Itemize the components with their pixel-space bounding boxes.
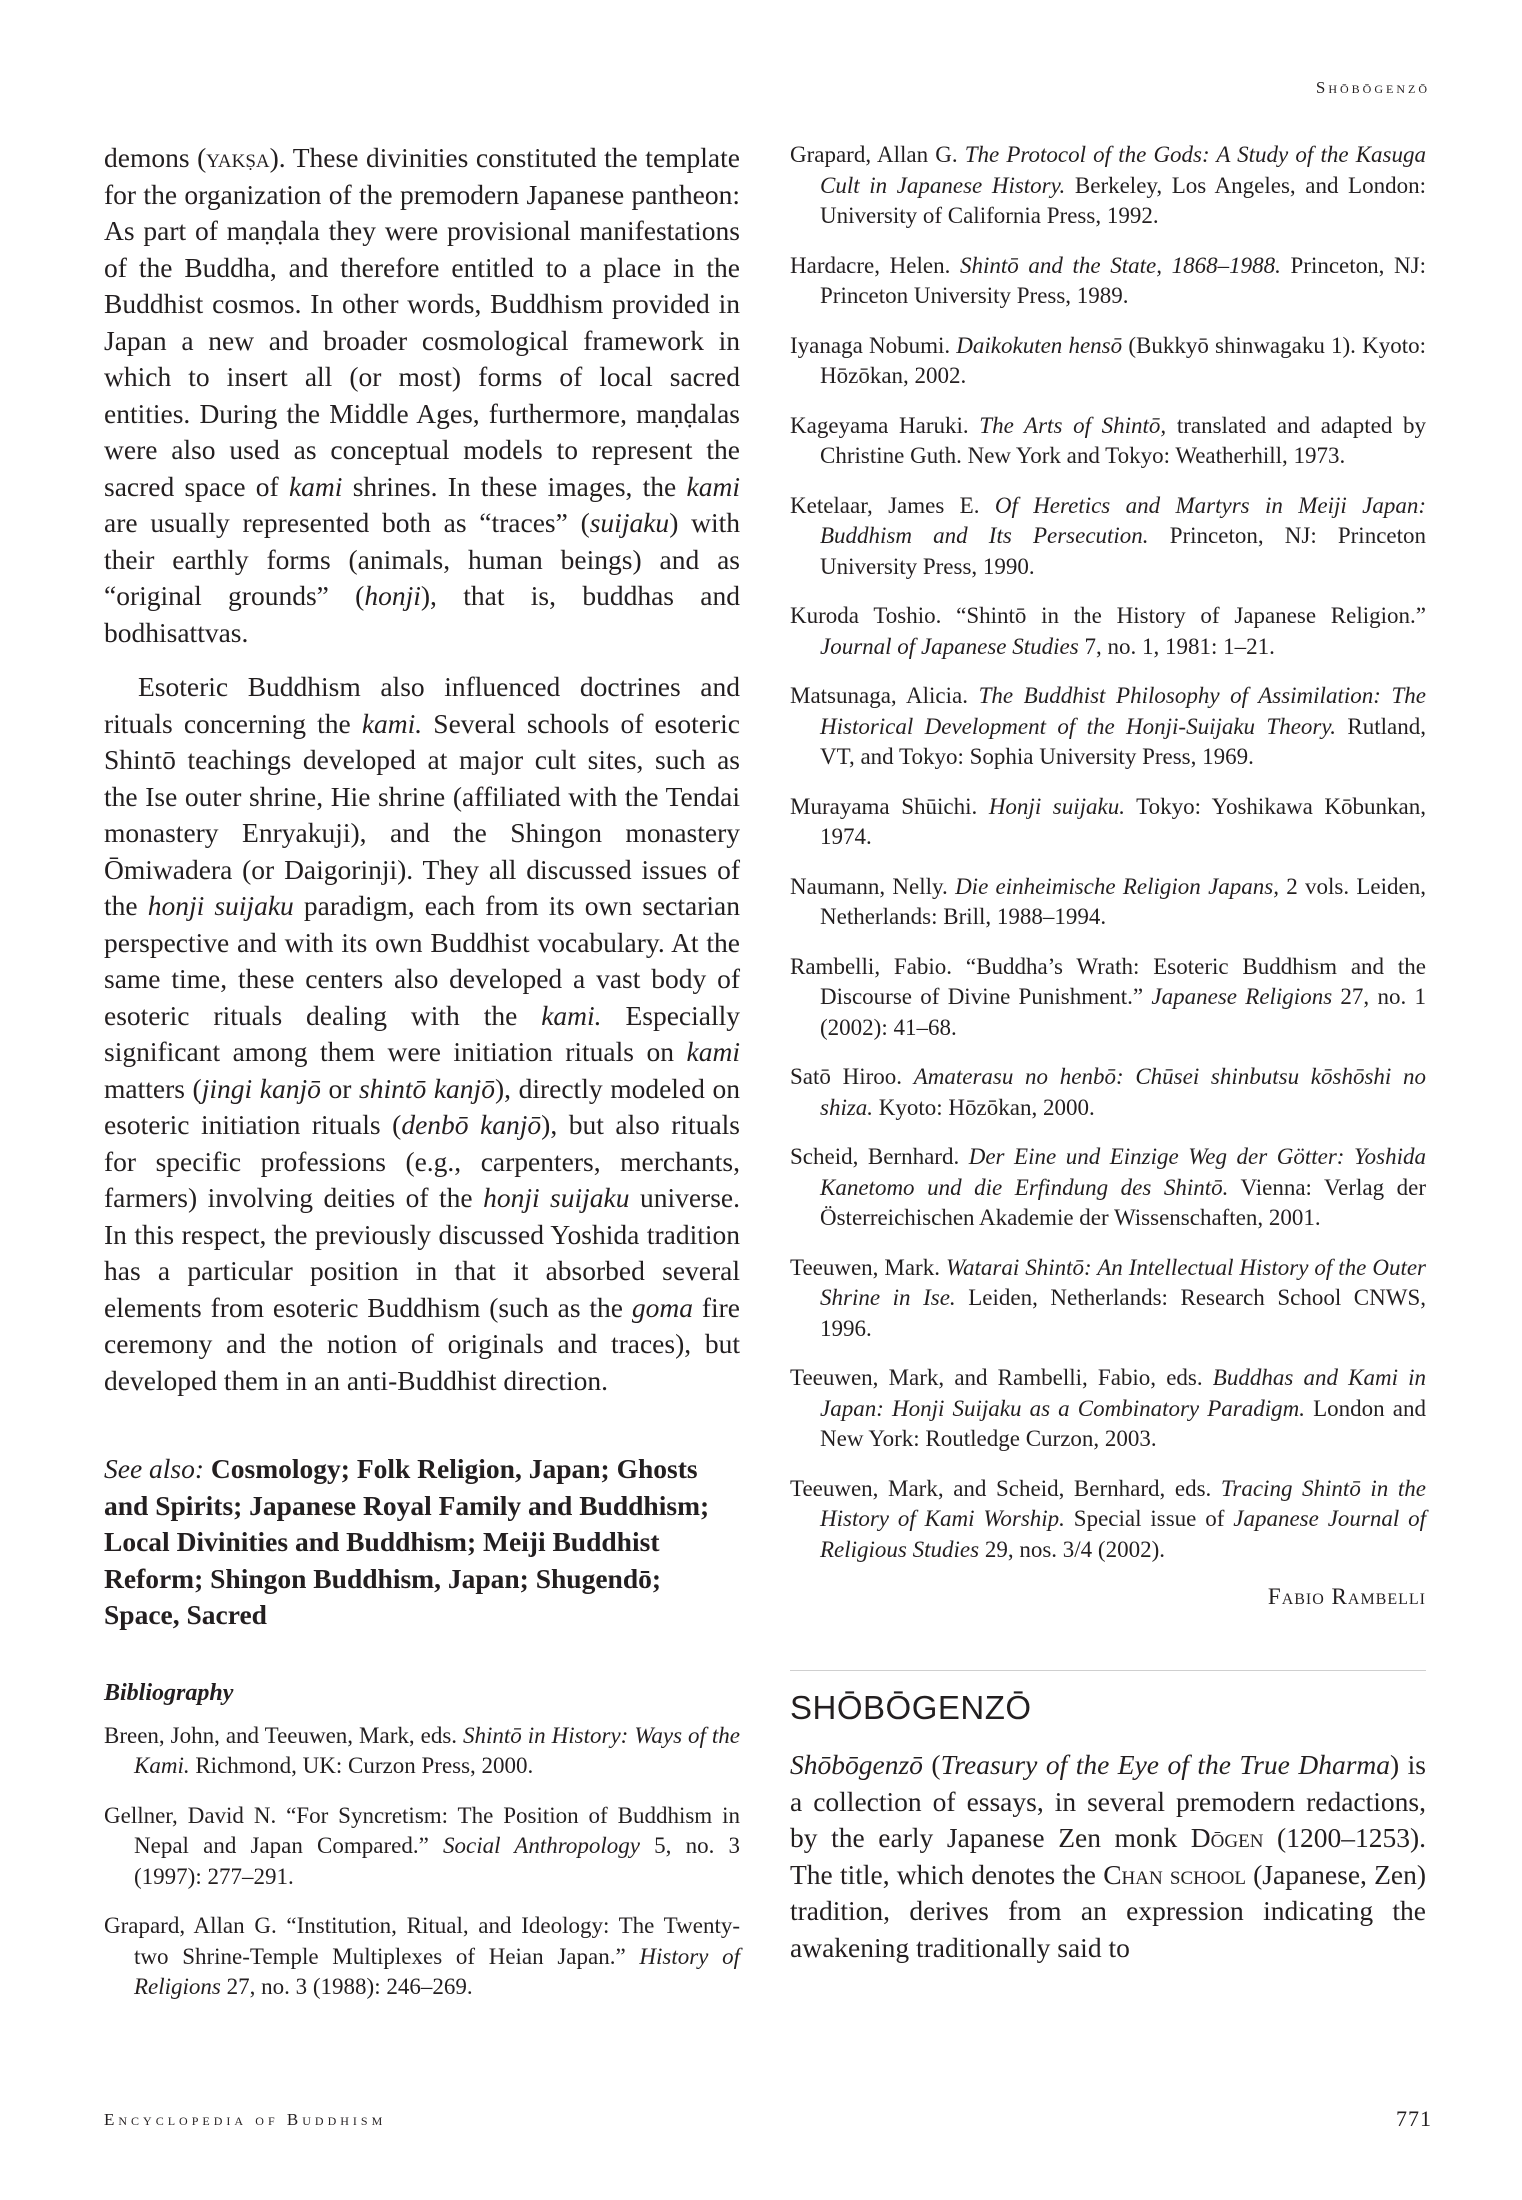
cross-ref-chan-school[interactable]: Chan school (1103, 1858, 1246, 1890)
bibliography-entry: Teeuwen, Mark, and Rambelli, Fabio, eds. Buddhas and Kami in Japan: Honji Suijaku as a Combinatory Paradigm. London and New York: Routledge Curzon, 2003. (790, 1365, 1427, 1451)
bibliography-list-left (104, 1721, 740, 2003)
see-also-topics[interactable]: Cosmology; Folk Religion, Japan; Ghosts and Spirits; Japanese Royal Family and Buddhism; Local Divinities and Buddhism; Meiji Buddhist Reform; Shingon Buddhism, Japan; Shugendō; Space, Sacred (104, 1453, 710, 1630)
see-also-label: See also: (104, 1453, 205, 1484)
cross-ref-dogen[interactable]: Dōgen (1190, 1822, 1264, 1853)
bibliography-entry: Kuroda Toshio. “Shintō in the History of Japanese Religion.” Journal of Japanese Studies 7, no. 1, 1981: 1–21. (790, 603, 1426, 659)
bibliography-entry: Murayama Shūichi. Honji suijaku. Tokyo: Yoshikawa Kōbunkan, 1974. (790, 793, 1426, 849)
footer-book-title: Encyclopedia of Buddhism (104, 2110, 387, 2129)
left-column (104, 140, 740, 2022)
entry-intro-paragraph: Shōbōgenzō (Treasury of the Eye of the True Dharma) is a collection of essays, in several premodern redactions, by the early Japanese Zen monk Dōgen (1200–1253). The title, which denotes the Chan school (Japanese, Zen) tradition, derives from an expression indicating the awakening traditionally said to (790, 1749, 1427, 1963)
author-signature: Fabio Rambelli (1267, 1584, 1426, 1609)
bibliography-entry: Rambelli, Fabio. “Buddha’s Wrath: Esoteric Buddhism and the Discourse of Divine Punishment.” Japanese Religions 27, no. 1 (2002): 41–68. (790, 953, 1426, 1040)
bibliography-entry: Ketelaar, James E. Of Heretics and Martyrs in Meiji Japan: Buddhism and Its Persecution. Princeton, NJ: Princeton University Press, 1990. (790, 492, 1427, 579)
bibliography-entry: Hardacre, Helen. Shintō and the State, 1868–1988. Princeton, NJ: Princeton University Press, 1989. (790, 252, 1426, 308)
bibliography-entry: Gellner, David N. “For Syncretism: The Position of Buddhism in Nepal and Japan Compared.” Social Anthropology 5, no. 3 (1997): 277–291. (104, 1802, 741, 1889)
right-column (790, 140, 1426, 1966)
bibliography-entry: Teeuwen, Mark, and Scheid, Bernhard, eds. Tracing Shintō in the History of Kami Worship. Special issue of Japanese Journal of Religious Studies 29, nos. 3/4 (2002). (790, 1475, 1427, 1562)
entry-title: SHŌBŌGENZŌ (790, 1689, 1032, 1726)
bibliography-entry: Satō Hiroo. Amaterasu no henbō: Chūsei shinbutsu kōshōshi no shiza. Kyoto: Hōzōkan, 2000. (790, 1064, 1426, 1120)
section-divider (790, 1670, 1426, 1671)
bibliography-entry: Iyanaga Nobumi. Daikokuten hensō (Bukkyō shinwagaku 1). Kyoto: Hōzōkan, 2002. (790, 332, 1426, 388)
bibliography-entry: Scheid, Bernhard. Der Eine und Einzige Weg der Götter: Yoshida Kanetomo und die Erfindung des Shintō. Vienna: Verlag der Österreichischen Akademie der Wissenschaften, 2001. (790, 1144, 1426, 1230)
see-also (104, 1451, 740, 1634)
bibliography-entry: Teeuwen, Mark. Watarai Shintō: An Intellectual History of the Outer Shrine in Ise. Leiden, Netherlands: Research School CNWS, 1996. (790, 1254, 1426, 1341)
bibliography-entry: Matsunaga, Alicia. The Buddhist Philosophy of Assimilation: The Historical Development of the Honji-Suijaku Theory. Rutland, VT, and Tokyo: Sophia University Press, 1969. (790, 683, 1426, 769)
bibliography-entry: Kageyama Haruki. The Arts of Shintō, translated and adapted by Christine Guth. New York and Tokyo: Weatherhill, 1973. (790, 412, 1426, 468)
bibliography-heading: Bibliography (104, 1679, 234, 1706)
running-head: Shōbōgenzō (1315, 78, 1430, 97)
bibliography-entry: Grapard, Allan G. “Institution, Ritual, and Ideology: The Twenty-two Shrine-Temple Multiplexes of Heian Japan.” History of Religions 27, no. 3 (1988): 246–269. (104, 1913, 740, 1999)
bibliography-entry: Naumann, Nelly. Die einheimische Religion Japans, 2 vols. Leiden, Netherlands: Brill, 1988–1994. (790, 873, 1426, 929)
bibliography-entry: Grapard, Allan G. The Protocol of the Gods: A Study of the Kasuga Cult in Japanese History. Berkeley, Los Angeles, and London: University of California Press, 1992. (790, 142, 1426, 228)
bibliography-entry: Breen, John, and Teeuwen, Mark, eds. Shintō in History: Ways of the Kami. Richmond, UK: Curzon Press, 2000. (104, 1722, 740, 1778)
page-number: 771 (1396, 2106, 1432, 2131)
bibliography-list-right (790, 140, 1426, 1565)
paragraph-1: demons (yakṣa). These divinities constituted the template for the organization of the premodern Japanese pantheon: As part of maṇḍala they were provisional manifestations of the Buddha, and therefore entitled to a place in the Buddhist cosmos. In other words, Buddhism provided in Japan a new and broader cosmological framework in which to insert all (or most) forms of local sacred entities. During the Middle Ages, furthermore, maṇḍalas were also used as conceptual models to represent the sacred space of kami shrines. In these images, the kami are usually represented both as “traces” (suijaku) with their earthly forms (animals, human beings) and as “original grounds” (honji), that is, buddhas and bodhisattvas. (104, 142, 741, 648)
paragraph-2: Esoteric Buddhism also influenced doctrines and rituals concerning the kami. Several schools of esoteric Shintō teachings developed at major cult sites, such as the Ise outer shrine, Hie shrine (affiliated with the Tendai monastery Enryakuji), and the Shingon monastery Ōmiwadera (or Daigorinji). They all discussed issues of the honji suijaku paradigm, each from its own sectarian perspective and with its own Buddhist vocabulary. At the same time, these centers also developed a vast body of esoteric rituals dealing with the kami. Especially significant among them were initiation rituals on kami matters (jingi kanjō or shintō kanjō), directly modeled on esoteric initiation rituals (denbō kanjō), but also rituals for specific professions (e.g., carpenters, merchants, farmers) involving deities of the honji suijaku universe. In this respect, the previously discussed Yoshida tradition has a particular position in that it absorbed several elements from esoteric Buddhism (such as the goma fire ceremony and the notion of originals and traces), but developed them in an anti-Buddhist direction. (104, 671, 740, 1396)
